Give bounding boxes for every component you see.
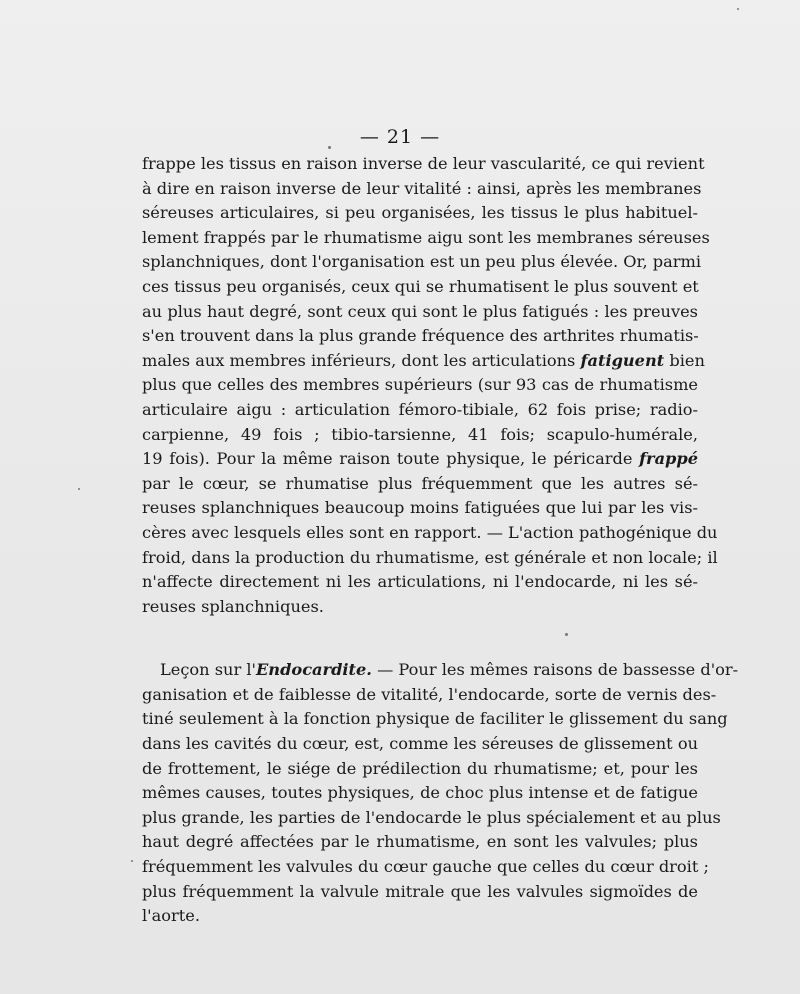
text-segment: Leçon sur l' — [160, 660, 256, 680]
text-line: de frottement, le siége de prédilection du rhumatisme; et, pour les — [142, 758, 698, 778]
text-line: articulaire aigu : articulation fémoro-tibiale, 62 fois prise; radio- — [142, 399, 698, 419]
italic-term-endocardite: Endocardite. — [255, 660, 372, 680]
italic-term-fatiguent: fatiguent — [580, 350, 665, 370]
ink-speck — [328, 146, 331, 149]
text-line: plus grande, les parties de l'endocarde le plus spécialement et au plus — [142, 807, 721, 827]
text-segment: 19 fois). Pour la même raison toute physique, le péricarde — [142, 449, 633, 469]
text-line — [142, 447, 698, 472]
text-line: ganisation et de faiblesse de vitalité, l'endocarde, sorte de vernis des- — [142, 684, 717, 704]
text-line: dans les cavités du cœur, est, comme les séreuses de glissement ou — [142, 734, 698, 754]
italic-term-frappe: frappé — [639, 449, 698, 469]
text-line: n'affecte directement ni les articulations, ni l'endocarde, ni les sé- — [142, 572, 698, 592]
paragraph-rhumatisme-tissus — [142, 152, 718, 619]
text-line: au plus haut degré, sont ceux qui sont le plus fatigués : les preuves — [142, 301, 698, 321]
text-line: splanchniques, dont l'organisation est un peu plus élevée. Or, parmi — [142, 252, 702, 272]
text-line: ces tissus peu organisés, ceux qui se rhumatisent le plus souvent et — [142, 276, 699, 296]
text-line: fréquemment les valvules du cœur gauche que celles du cœur droit ; — [142, 857, 709, 877]
text-line — [142, 349, 705, 374]
text-line: lement frappés par le rhumatisme aigu sont les membranes séreuses — [142, 227, 710, 247]
page-number: — 21 — — [359, 126, 441, 148]
text-line — [142, 658, 739, 683]
text-line: reuses splanchniques. — [142, 596, 324, 616]
text-line: l'aorte. — [142, 906, 200, 926]
text-line: séreuses articulaires, si peu organisées, les tissus le plus habituel- — [142, 203, 698, 223]
text-line: par le cœur, se rhumatise plus fréquemment que les autres sé- — [142, 473, 698, 493]
text-segment: — Pour les mêmes raisons de bassesse d'or- — [371, 660, 739, 680]
text-line: mêmes causes, toutes physiques, de choc plus intense et de fatigue — [142, 783, 698, 803]
text-line: plus fréquemment la valvule mitrale que les valvules sigmoïdes de — [142, 881, 698, 901]
ink-speck — [131, 860, 133, 862]
text-line: froid, dans la production du rhumatisme, est générale et non locale; il — [142, 547, 718, 567]
text-line: plus que celles des membres supérieurs (sur 93 cas de rhumatisme — [142, 375, 698, 395]
text-segment: males aux membres inférieurs, dont les articulations — [142, 350, 576, 370]
text-line: reuses splanchniques beaucoup moins fatiguées que lui par les vis- — [142, 498, 698, 518]
text-line: frappe les tissus en raison inverse de leur vascularité, ce qui revient — [142, 154, 705, 173]
text-line: tiné seulement à la fonction physique de faciliter le glissement du sang — [142, 709, 728, 729]
text-line: carpienne, 49 fois ; tibio-tarsienne, 41 fois; scapulo-humérale, — [142, 424, 698, 444]
ink-speck — [737, 8, 739, 10]
ink-speck — [565, 633, 568, 636]
ink-speck — [78, 488, 80, 490]
text-segment: bien — [664, 350, 705, 370]
text-line: à dire en raison inverse de leur vitalité : ainsi, après les membranes — [142, 178, 702, 198]
text-line: cères avec lesquels elles sont en rapport. — L'action pathogénique du — [142, 522, 718, 542]
paragraph-lecon-endocardite — [142, 658, 739, 929]
text-line: s'en trouvent dans la plus grande fréquence des arthrites rhumatis- — [142, 326, 699, 346]
text-body — [142, 152, 739, 929]
text-line: haut degré affectées par le rhumatisme, en sont les valvules; plus — [142, 832, 698, 852]
